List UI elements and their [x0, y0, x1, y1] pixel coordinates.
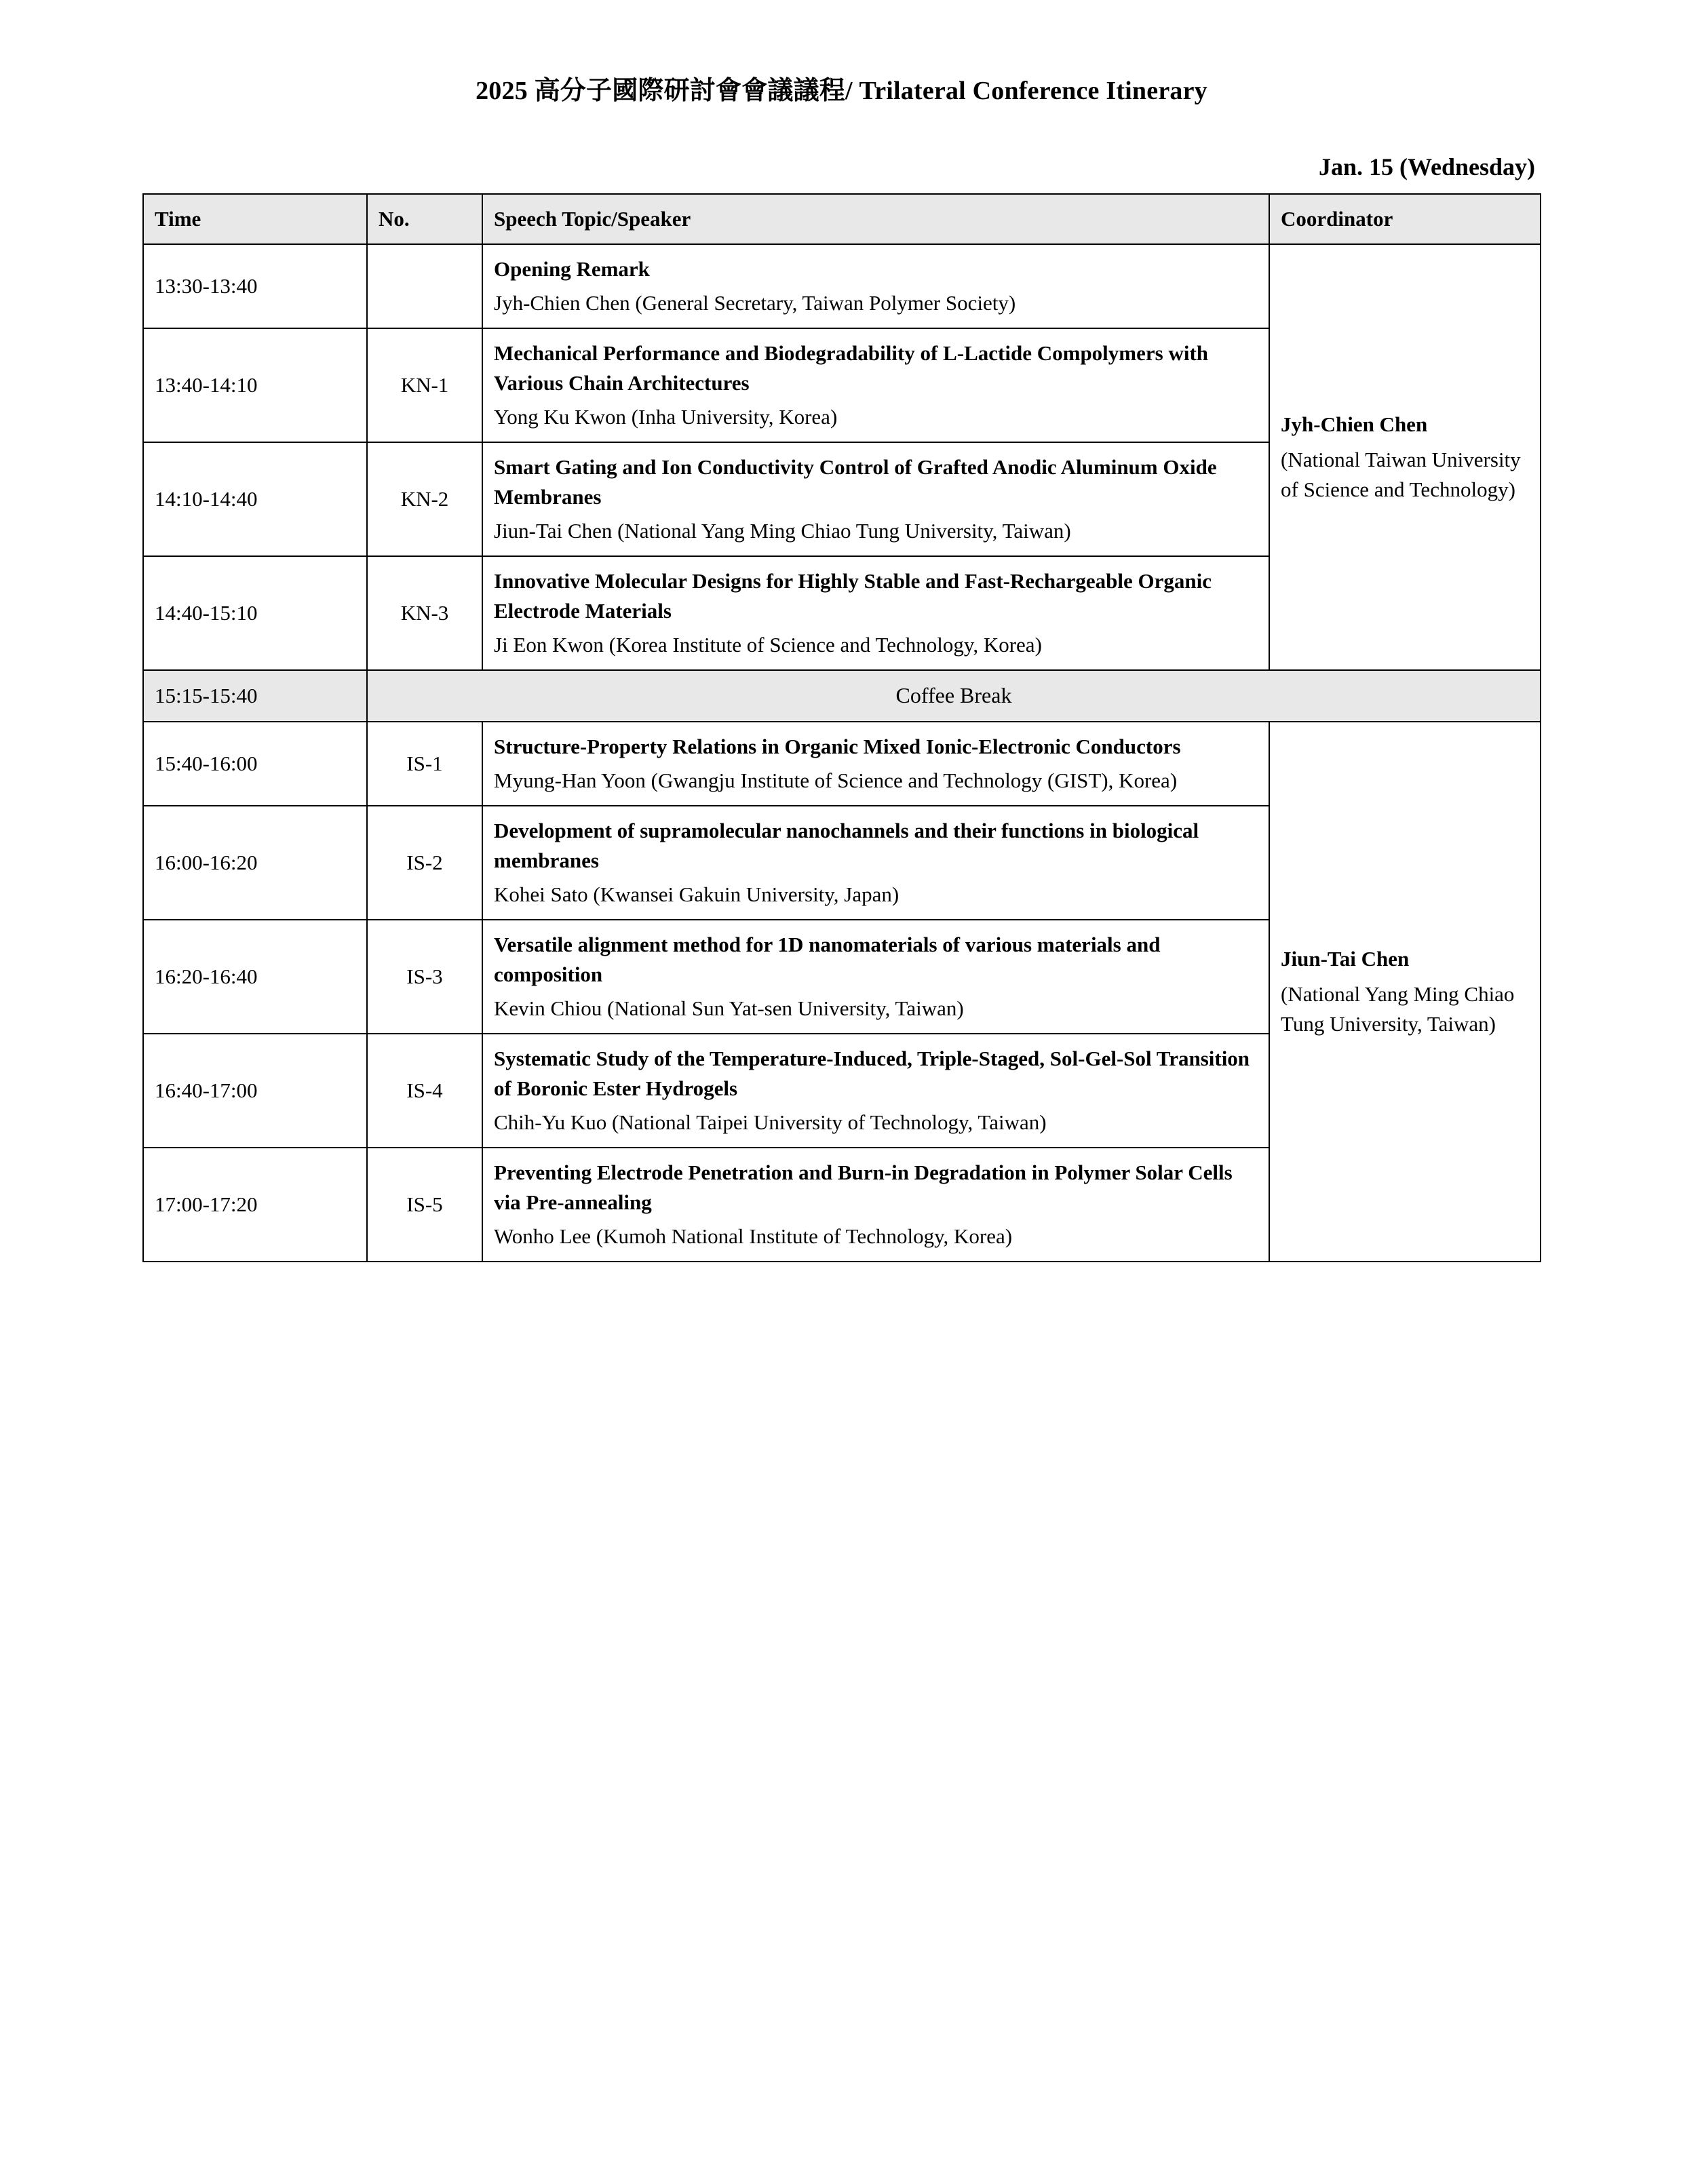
row-time: 16:20-16:40 — [143, 920, 367, 1034]
column-header-no: No. — [367, 194, 482, 244]
row-time: 13:40-14:10 — [143, 328, 367, 442]
speech-title: Smart Gating and Ion Conductivity Control of Grafted Anodic Aluminum Oxide Membranes — [494, 455, 1217, 509]
row-topic — [482, 328, 1269, 442]
table-row — [143, 244, 1541, 328]
speech-speaker: Kevin Chiou (National Sun Yat-sen University, Taiwan) — [494, 996, 964, 1020]
row-time: 16:00-16:20 — [143, 806, 367, 920]
session-coordinator — [1269, 722, 1541, 1262]
row-no: IS-5 — [367, 1148, 482, 1262]
row-topic — [482, 244, 1269, 328]
row-no: IS-1 — [367, 722, 482, 806]
row-topic — [482, 556, 1269, 670]
row-no: IS-2 — [367, 806, 482, 920]
speech-title: Innovative Molecular Designs for Highly Stable and Fast-Rechargeable Organic Electrode Materials — [494, 569, 1212, 623]
row-time: 15:40-16:00 — [143, 722, 367, 806]
row-no: KN-1 — [367, 328, 482, 442]
speech-speaker: Jyh-Chien Chen (General Secretary, Taiwan Polymer Society) — [494, 291, 1016, 315]
row-topic — [482, 442, 1269, 556]
speech-title: Preventing Electrode Penetration and Burn-in Degradation in Polymer Solar Cells via Pre-annealing — [494, 1160, 1233, 1214]
table-header-row — [143, 194, 1541, 244]
itinerary-table — [142, 193, 1541, 1262]
row-time: 14:40-15:10 — [143, 556, 367, 670]
row-no: KN-3 — [367, 556, 482, 670]
session-coordinator — [1269, 244, 1541, 670]
row-no — [367, 244, 482, 328]
row-time: 14:10-14:40 — [143, 442, 367, 556]
break-label: Coffee Break — [367, 670, 1541, 721]
row-no: IS-3 — [367, 920, 482, 1034]
speech-speaker: Myung-Han Yoon (Gwangju Institute of Science and Technology (GIST), Korea) — [494, 768, 1178, 792]
page-title: 2025 高分子國際研討會會議議程/ Trilateral Conference Itinerary — [476, 77, 1207, 105]
row-time: 13:30-13:40 — [143, 244, 367, 328]
column-header-topic: Speech Topic/Speaker — [482, 194, 1269, 244]
break-time: 15:15-15:40 — [143, 670, 367, 721]
speech-speaker: Wonho Lee (Kumoh National Institute of Technology, Korea) — [494, 1224, 1013, 1248]
row-no: KN-2 — [367, 442, 482, 556]
row-time: 16:40-17:00 — [143, 1034, 367, 1148]
speech-speaker: Yong Ku Kwon (Inha University, Korea) — [494, 405, 838, 429]
coffee-break-row — [143, 670, 1541, 721]
coordinator-affiliation: (National Taiwan University of Science and Technology) — [1281, 448, 1521, 502]
row-no: IS-4 — [367, 1034, 482, 1148]
speech-title: Mechanical Performance and Biodegradability of L-Lactide Compolymers with Various Chain Architectures — [494, 341, 1209, 395]
row-topic — [482, 722, 1269, 806]
speech-speaker: Jiun-Tai Chen (National Yang Ming Chiao Tung University, Taiwan) — [494, 519, 1071, 543]
speech-speaker: Ji Eon Kwon (Korea Institute of Science and Technology, Korea) — [494, 633, 1042, 657]
coordinator-name: Jyh-Chien Chen — [1281, 412, 1428, 437]
speech-title: Development of supramolecular nanochannels and their functions in biological membranes — [494, 818, 1199, 872]
row-topic — [482, 1034, 1269, 1148]
coordinator-name: Jiun-Tai Chen — [1281, 946, 1410, 971]
conference-date: Jan. 15 (Wednesday) — [1318, 153, 1535, 180]
speech-speaker: Kohei Sato (Kwansei Gakuin University, Japan) — [494, 882, 899, 906]
speech-speaker: Chih-Yu Kuo (National Taipei University of Technology, Taiwan) — [494, 1110, 1047, 1134]
row-time: 17:00-17:20 — [143, 1148, 367, 1262]
row-topic — [482, 806, 1269, 920]
coordinator-affiliation: (National Yang Ming Chiao Tung University, Taiwan) — [1281, 981, 1515, 1036]
speech-title: Structure-Property Relations in Organic Mixed Ionic-Electronic Conductors — [494, 734, 1181, 758]
speech-title: Versatile alignment method for 1D nanomaterials of various materials and composition — [494, 932, 1161, 986]
column-header-coordinator: Coordinator — [1269, 194, 1541, 244]
table-row — [143, 722, 1541, 806]
speech-title: Systematic Study of the Temperature-Induced, Triple-Staged, Sol-Gel-Sol Transition of Boronic Ester Hydrogels — [494, 1046, 1250, 1100]
row-topic — [482, 920, 1269, 1034]
speech-title: Opening Remark — [494, 257, 650, 281]
row-topic — [482, 1148, 1269, 1262]
column-header-time: Time — [143, 194, 367, 244]
